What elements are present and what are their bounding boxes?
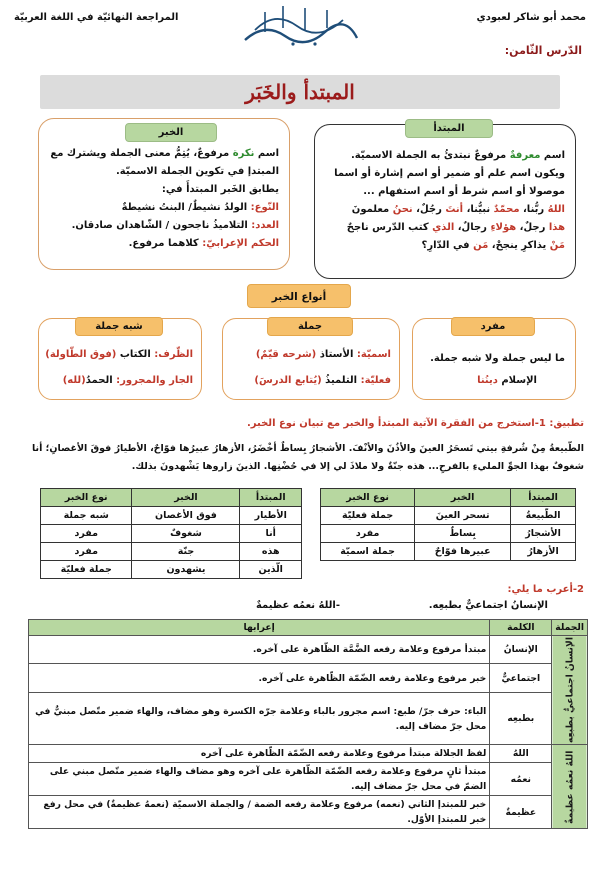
exercise1-passage: الطّبيعةُ مِنْ شُرفةِ بيتي تَسحَرُ العينَ والأذُنَ والأنْفَ. الأشجارُ بِساطٌ أخْضَرُ، الأزهارُ عبيرُها فوّاحٌ، الأطيارُ فوقَ الأغصانِ؛ أنا شغوفٌ بهذا الجوِّ المليءِ بالفرحِ... هذه جنّةٌ ولا ملاذَ لي إلا في حُضْنِها. الذينَ زاروها يَشْهدونَ بذلك. <box>31 443 584 472</box>
sentence-group-cell: اللهُ نعمُه عظيمةٌ <box>552 745 588 829</box>
exercise2-title: 2-أعرب ما يلي: <box>507 584 584 595</box>
column-header: نوع الخبر <box>321 489 415 507</box>
table-cell: شبه جملة <box>41 507 132 525</box>
table-cell: عبيرها فوّاحٌ <box>415 543 511 561</box>
column-header: نوع الخبر <box>41 489 132 507</box>
lesson-label: الدّرس الثّامن: <box>504 44 582 57</box>
mubtada-text <box>321 147 565 255</box>
mubtada-line: ويكون اسم علم أو ضمير أو اسم إشارة أو اسما <box>334 168 565 179</box>
mubtada-tab: المبتدأ <box>405 119 493 138</box>
word-cell: نعمُه <box>490 763 552 796</box>
mufrad-example: الإسلام دينُنا <box>477 375 537 386</box>
mufrad-definition: ما ليس جملة ولا شبه جملة. <box>430 353 565 364</box>
table-cell: الّذين <box>240 561 302 579</box>
table-row <box>41 561 302 579</box>
table-header-row <box>41 489 302 507</box>
khabar-line: العدد: التلاميذُ ناجحون / الشّاهدان صادقان. <box>71 220 279 231</box>
shibh-jar-majrur: الجار والمجرور: الحمدُ(لله) <box>62 375 193 386</box>
irab-cell: مبتدأ مرفوع وعلامة رفعه الضَّمَّة الظّاهرة على آخره. <box>29 636 490 664</box>
mubtada-definition-box <box>314 124 576 279</box>
exercise1-table-b <box>40 488 302 579</box>
column-header: المبتدأ <box>511 489 576 507</box>
type-jumla-box <box>222 318 400 400</box>
author-name: محمد أبو شاكر لعبودي <box>476 12 586 23</box>
word-cell: اللهُ <box>490 745 552 763</box>
khabar-line: اسم نكرة مرفوعٌ، يُتِمُّ معنى الجملة ويشترك مع <box>50 148 279 159</box>
column-header: المبتدأ <box>240 489 302 507</box>
mubtada-line: اللهُ ربُّنا، محمّدٌ نبيُّنا، أنتَ رجُلٌ، نحنُ معلمونَ <box>351 204 565 215</box>
table-cell: جملة فعليّة <box>41 561 132 579</box>
khabar-line: الحكم الإعرابيّ: كلاهما مرفوع. <box>128 238 279 249</box>
word-cell: عظيمةٌ <box>490 796 552 829</box>
exercise1-table-a <box>320 488 576 561</box>
irab-row <box>29 796 588 829</box>
irab-table-header <box>29 620 588 636</box>
type-mufrad-box <box>412 318 576 400</box>
table-cell: بِساطٌ <box>415 525 511 543</box>
irab-table <box>28 619 588 829</box>
word-cell: الإنسانُ <box>490 636 552 664</box>
khabar-types-title: أنواع الخبر <box>247 284 351 308</box>
irab-row <box>29 763 588 796</box>
table-row <box>41 543 302 561</box>
header-jumla: الجملة <box>552 620 588 636</box>
word-cell: اجتماعيٌّ <box>490 664 552 692</box>
exercise2-sentence-2: -اللهُ نعمُه عظيمةٌ <box>255 600 340 611</box>
word-cell: بطبعِه <box>490 692 552 744</box>
table-row <box>41 507 302 525</box>
table-cell: شغوفٌ <box>132 525 240 543</box>
irab-row <box>29 692 588 744</box>
table-cell: الطّبيعةُ <box>511 507 576 525</box>
header-irab: إعرابها <box>29 620 490 636</box>
mubtada-line: مَنْ يذاكرِ ينجحْ، مَن في الدّارِ؟ <box>421 240 565 251</box>
khabar-text <box>43 145 279 253</box>
mubtada-line: اسم معرفةٌ مرفوعٌ نبتدئُ به الجملة الاسميّة. <box>350 150 565 161</box>
table-cell: جملة اسميّة <box>321 543 415 561</box>
calligraphy-logo <box>235 2 365 50</box>
exercise1-title: تطبيق: 1-استخرج من الفقرة الآتية المبتدأ والخبر مع تبيان نوع الخبر. <box>247 418 584 429</box>
irab-cell: خبر مرفوع وعلامة رفعه الضّمّة الظّاهرة على آخره. <box>29 664 490 692</box>
mubtada-line: موصولا أو اسم شرط أو اسم استفهام ... <box>363 186 565 197</box>
header-kalima: الكلمة <box>490 620 552 636</box>
irab-cell: لفظ الجلالة مبتدأ مرفوع وعلامة رفعه الضّمّة الظّاهرة على آخره <box>29 745 490 763</box>
mufrad-tab: مفرد <box>451 317 535 336</box>
table-cell: تسحر العينَ <box>415 507 511 525</box>
column-header: الخبر <box>132 489 240 507</box>
table-row <box>41 525 302 543</box>
table-cell: جملة فعليّة <box>321 507 415 525</box>
irab-row <box>29 745 588 763</box>
table-row <box>321 507 576 525</box>
khabar-line: يطابق الخَبر المبتدأَ في: <box>161 184 279 195</box>
mubtada-line: هذا رجلٌ، هؤلاءِ رجالٌ، الذي كتب الدّرس ناجحٌ <box>346 222 565 233</box>
table-cell: يشهدون <box>132 561 240 579</box>
column-header: الخبر <box>415 489 511 507</box>
table-header-row <box>321 489 576 507</box>
document-subtitle: المراجعة النهائيّة في اللغة العربيّة <box>14 12 179 23</box>
table-cell: مفرد <box>41 525 132 543</box>
table-cell: فوق الأغصان <box>132 507 240 525</box>
shibh-jumla-tab: شبه جملة <box>75 317 163 336</box>
khabar-definition-box <box>38 118 290 270</box>
type-shibh-jumla-box <box>38 318 202 400</box>
table-cell: مفرد <box>41 543 132 561</box>
khabar-line: النّوع: الولدُ نشيطٌ/ البنتُ نشيطةٌ <box>121 202 279 213</box>
jumla-tab: جملة <box>267 317 353 336</box>
khabar-tab: الخبر <box>125 123 217 142</box>
irab-cell: مبتدأ ثانٍ مرفوع وعلامة رفعه الضّمّة الظّاهرة على آخره وهو مضاف والهاء ضمير متّصل مبني على الضمّ في محل جرّ مضاف إليه. <box>29 763 490 796</box>
table-cell: مفرد <box>321 525 415 543</box>
jumla-ismiyya: اسميّة: الأستاذ (شرحه قيّمٌ) <box>255 349 391 360</box>
irab-row <box>29 664 588 692</box>
sentence-group-cell: الإنسانُ اجتماعيٌّ بطبعِه <box>552 636 588 745</box>
table-cell: أنا <box>240 525 302 543</box>
table-cell: الأشجارُ <box>511 525 576 543</box>
irab-cell: الباء: حرف جرّ/ طبع: اسم مجرور بالباء وعلامة جرّه الكسرة وهو مضاف، والهاء ضمير متّصل مبنيٌّ في محل جرّ مضاف إليه. <box>29 692 490 744</box>
table-row <box>321 525 576 543</box>
table-cell: هذه <box>240 543 302 561</box>
table-row <box>321 543 576 561</box>
page-title: المبتدأ والخَبَر <box>40 75 560 109</box>
shibh-zarf: الظّرف: الكتاب (فوق الطّاولة) <box>45 349 193 360</box>
table-cell: الأطيار <box>240 507 302 525</box>
table-cell: الأزهارُ <box>511 543 576 561</box>
jumla-filiyya: فعليّة: التلميذُ (يُتابع الدرسَ) <box>254 375 391 386</box>
irab-cell: خبر للمبتدإ الثاني (نعمه) مرفوع وعلامة رفعه الضمة / والجملة الاسميّة (نعمهُ عظيمةٌ) في محل رفع خبر للمبتدإ الأوّل. <box>29 796 490 829</box>
exercise2-sentence-1: الإنسانُ اجتماعيٌّ بطبعِه. <box>428 600 548 611</box>
table-cell: جنّة <box>132 543 240 561</box>
irab-row <box>29 636 588 664</box>
khabar-line: المبتدإ في تكوين الجملة الاسميّة. <box>115 166 279 177</box>
